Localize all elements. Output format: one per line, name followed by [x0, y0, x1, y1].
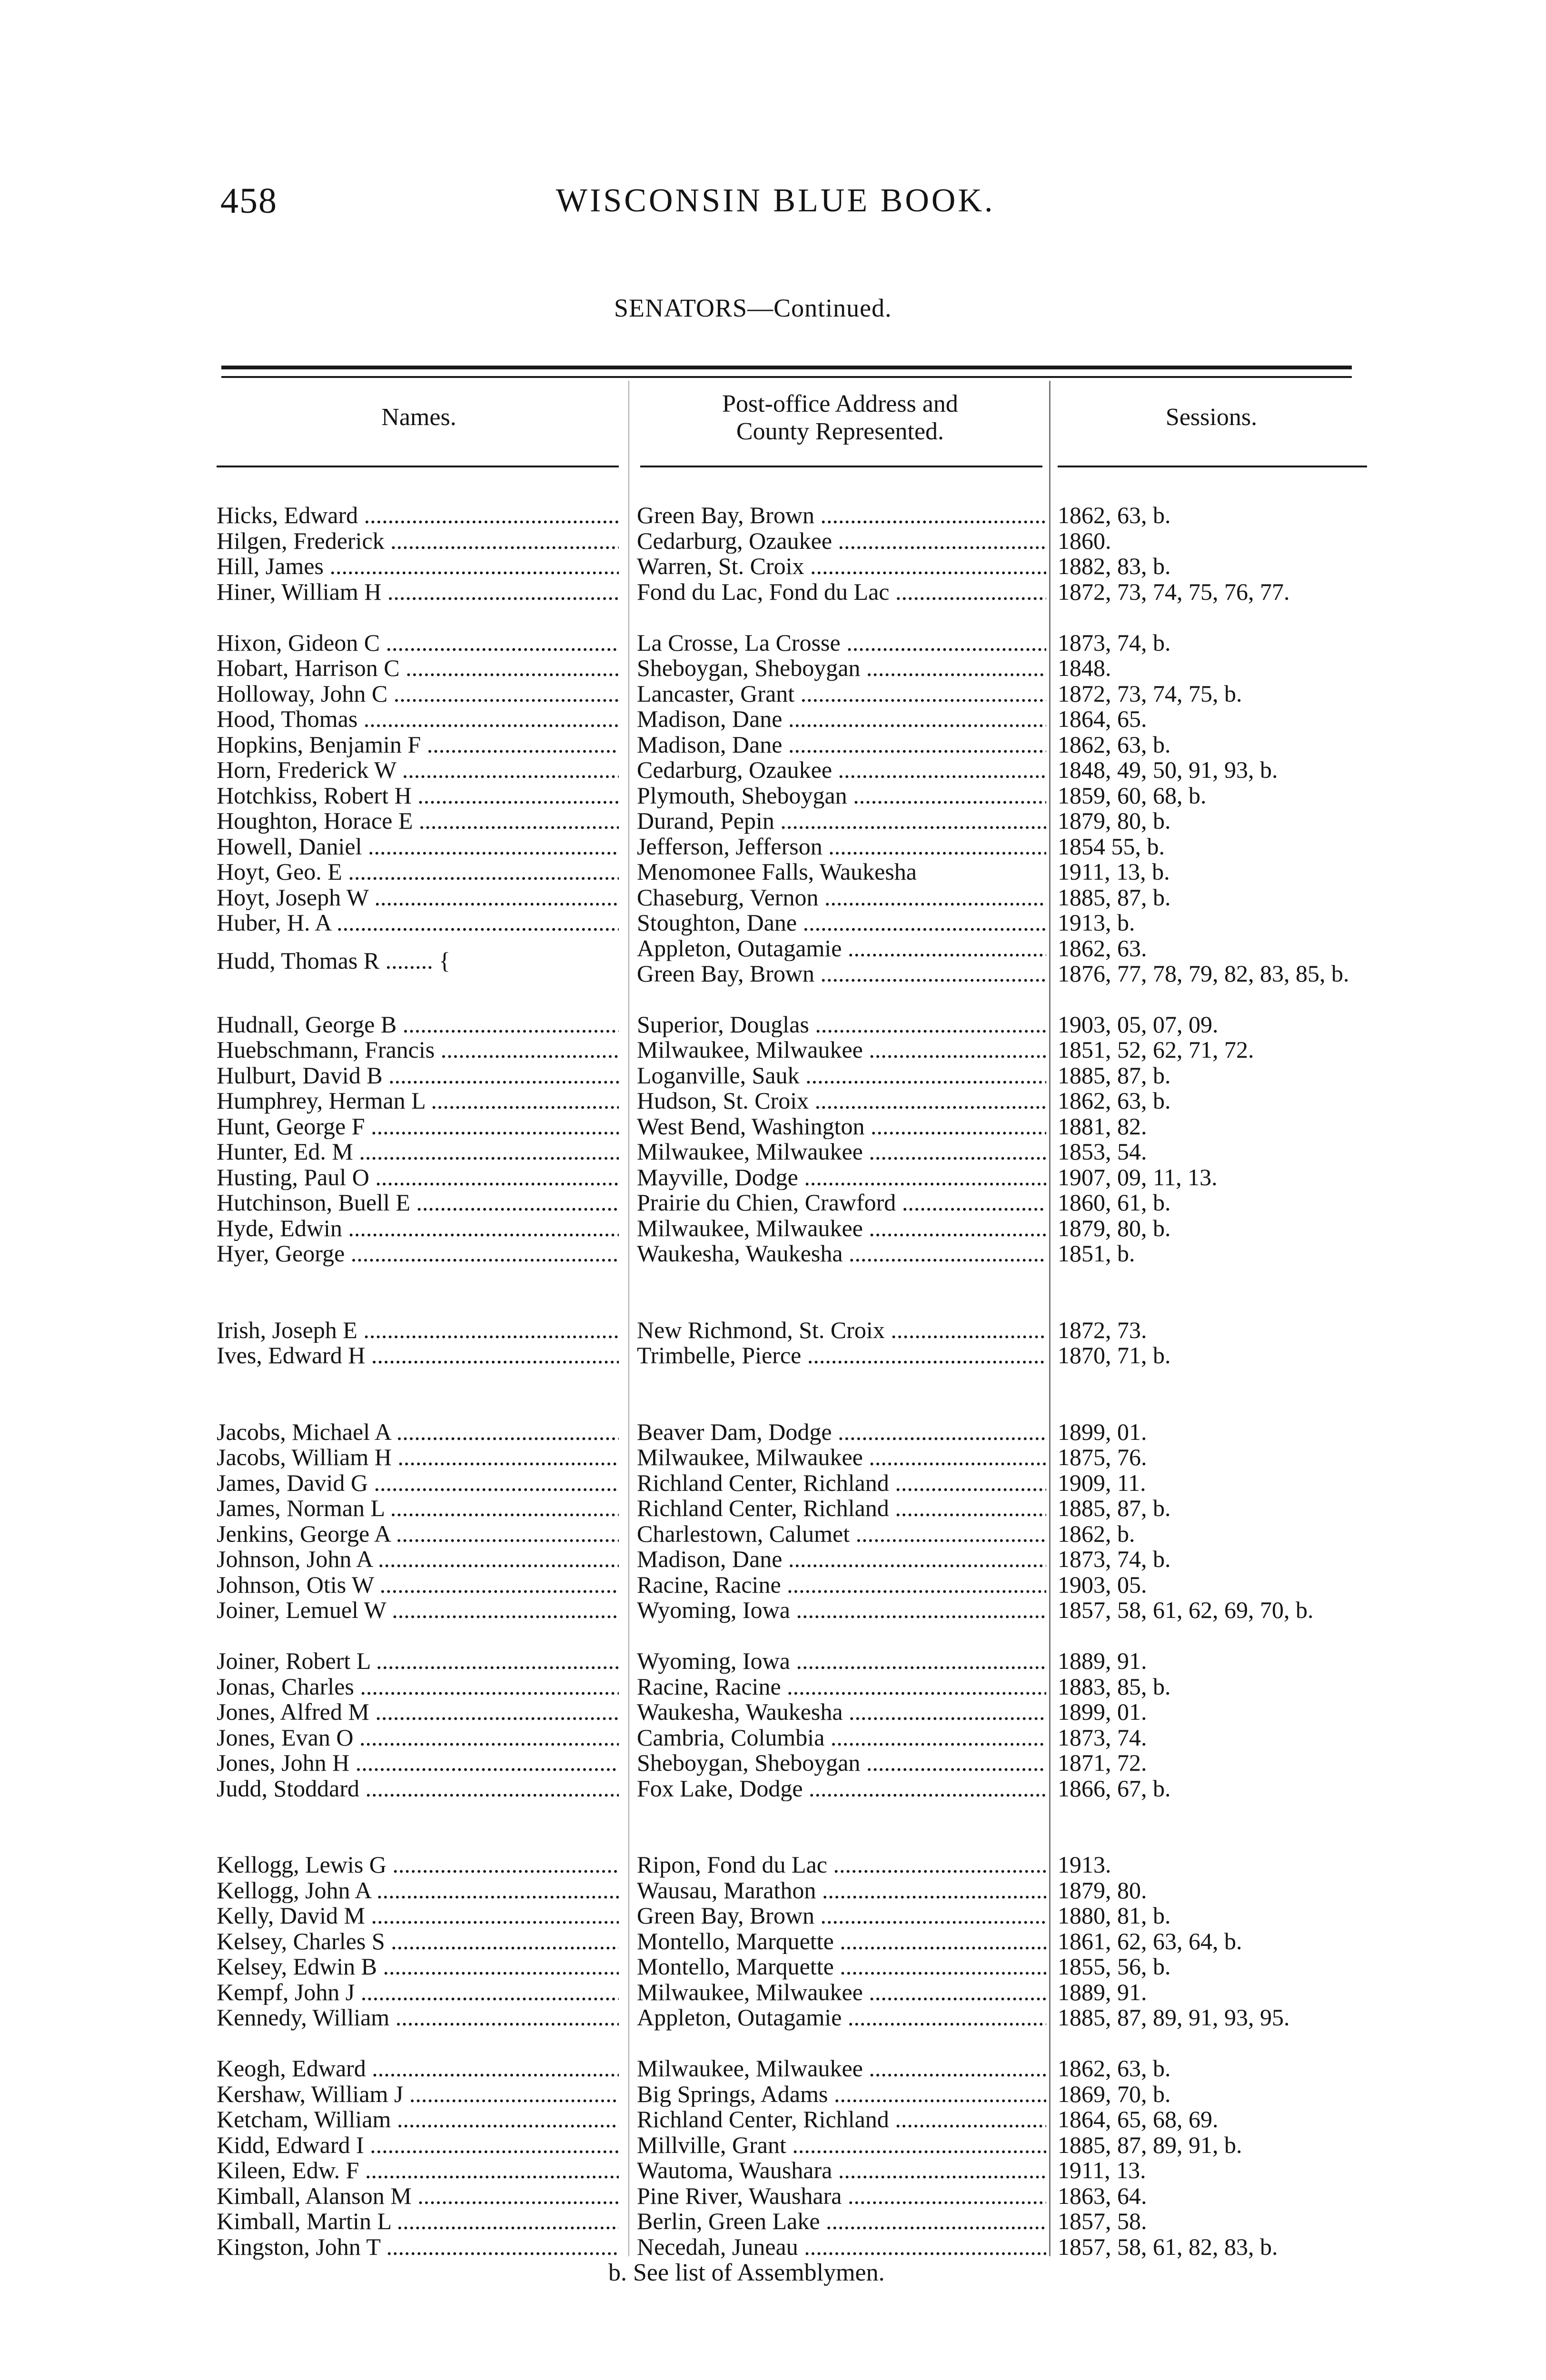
senator-name: James, David G ..... [217, 1470, 619, 1496]
table-row [0, 1165, 1546, 1190]
table-top-rule [221, 366, 1352, 369]
table-row [0, 1088, 1546, 1114]
senator-sessions: 1871, 72. [1058, 1750, 1147, 1776]
senator-address: Appleton, Outagamie ..... [637, 2005, 1046, 2031]
senator-address: Wausau, Marathon ..... [637, 1878, 1046, 1904]
senator-sessions: 1913. [1058, 1852, 1111, 1878]
senator-address: Ripon, Fond du Lac ..... [637, 1852, 1046, 1878]
table-row [0, 2234, 1546, 2260]
table-row [0, 859, 1546, 885]
senator-name: Houghton, Horace E ..... [217, 808, 619, 834]
table-row [0, 2056, 1546, 2082]
senator-address: Big Springs, Adams ..... [637, 2082, 1046, 2107]
senator-address: Milwaukee, Milwaukee ..... [637, 1445, 1046, 1470]
senator-address: Pine River, Waushara ..... [637, 2183, 1046, 2209]
senator-address: Madison, Dane ..... [637, 732, 1046, 758]
table-row [0, 1878, 1546, 1904]
senator-address: Wautoma, Waushara ..... [637, 2158, 1046, 2183]
senator-address: Superior, Douglas ..... [637, 1012, 1046, 1038]
senator-name: Hopkins, Benjamin F ..... [217, 732, 619, 758]
senator-name: Judd, Stoddard ..... [217, 1776, 619, 1802]
senator-address: West Bend, Washington ..... [637, 1114, 1046, 1140]
senator-name: Hill, James ..... [217, 554, 619, 579]
senator-sessions: 1913, b. [1058, 910, 1135, 936]
page-header [0, 177, 1546, 225]
senator-name: Hixon, Gideon C ..... [217, 630, 619, 656]
section-title: SENATORS—Continued. [614, 294, 892, 322]
senator-sessions: 1903, 05. [1058, 1572, 1147, 1597]
senator-sessions: 1909, 11. [1058, 1470, 1146, 1496]
table-row [0, 2209, 1546, 2234]
senator-name: Hoyt, Joseph W ..... [217, 885, 619, 911]
senator-name: Jonas, Charles ..... [217, 1674, 619, 1700]
senator-address: Mayville, Dodge ..... [637, 1165, 1046, 1190]
senator-address: Chaseburg, Vernon ..... [637, 885, 1046, 911]
senator-name: Howell, Daniel ..... [217, 834, 619, 860]
senator-address: Sheboygan, Sheboygan ..... [637, 1750, 1046, 1776]
senator-sessions: 1879, 80, b. [1058, 808, 1171, 834]
senator-address: Richland Center, Richland ..... [637, 1496, 1046, 1521]
table-row [0, 2107, 1546, 2132]
column-header-address [633, 390, 1047, 446]
senator-sessions: 1848, 49, 50, 91, 93, b. [1058, 757, 1278, 783]
table-row [0, 757, 1546, 783]
table-row [0, 936, 1546, 1012]
senator-address: Beaver Dam, Dodge ..... [637, 1419, 1046, 1445]
table-row [0, 910, 1546, 936]
senator-address: Wyoming, Iowa ..... [637, 1597, 1046, 1623]
senator-address: Cambria, Columbia ..... [637, 1725, 1046, 1751]
senator-address: Sheboygan, Sheboygan ..... [637, 655, 1046, 681]
table-row [0, 1725, 1546, 1751]
senator-sessions: 1889, 91. [1058, 1648, 1147, 1674]
senator-name: Kelsey, Charles S ..... [217, 1929, 619, 1954]
senator-sessions: 1885, 87, b. [1058, 884, 1171, 910]
senator-address: Necedah, Juneau ..... [637, 2234, 1046, 2260]
table-row [0, 1521, 1546, 1547]
table-row [0, 1190, 1546, 1216]
footnote: b. See list of Assemblymen. [608, 2259, 885, 2286]
table-row [0, 885, 1546, 911]
senator-address: Cedarburg, Ozaukee ..... [637, 757, 1046, 783]
senator-name: Jacobs, William H ..... [217, 1445, 619, 1470]
senator-sessions: 1862, 63, b. [1058, 503, 1171, 528]
section-gap [0, 1368, 1546, 1419]
header-underline-names [217, 466, 619, 467]
senator-address-2: Green Bay, Brown ..... [637, 961, 1046, 987]
table-row [0, 1318, 1546, 1343]
senator-sessions: 1857, 58. [1058, 2209, 1147, 2234]
senator-address: Richland Center, Richland ..... [637, 2107, 1046, 2132]
senator-name: Hilgen, Frederick ..... [217, 528, 619, 554]
table-row [0, 808, 1546, 834]
senator-address: Stoughton, Dane ..... [637, 910, 1046, 936]
senator-name: Kellogg, Lewis G ..... [217, 1852, 619, 1878]
senator-address: Warren, St. Croix ..... [637, 554, 1046, 579]
senator-sessions: 1861, 62, 63, 64, b. [1058, 1928, 1242, 1954]
table-row [0, 1343, 1546, 1368]
senator-address: Milwaukee, Milwaukee ..... [637, 1139, 1046, 1165]
senator-sessions: 1903, 05, 07, 09. [1058, 1012, 1219, 1037]
senator-address: Prairie du Chien, Crawford ..... [637, 1190, 1046, 1216]
table-row [0, 2005, 1546, 2056]
senator-address: Charlestown, Calumet ..... [637, 1521, 1046, 1547]
senator-name: Kennedy, William ..... [217, 2005, 619, 2031]
table-row [0, 1776, 1546, 1802]
senator-sessions: 1855, 56, b. [1058, 1954, 1171, 1980]
table-row [0, 1012, 1546, 1038]
senator-address: Montello, Marquette ..... [637, 1929, 1046, 1954]
senator-name: Hiner, William H ..... [217, 579, 619, 605]
table-row [0, 732, 1546, 758]
senator-name: Kimball, Martin L ..... [217, 2209, 619, 2234]
senator-name: Hudnall, George B ..... [217, 1012, 619, 1038]
senator-sessions: 1860. [1058, 528, 1111, 554]
column-header-address-line1: Post-office Address and [722, 390, 958, 417]
senator-address: Millville, Grant ..... [637, 2132, 1046, 2158]
senator-name: Hoyt, Geo. E ..... [217, 859, 619, 885]
senator-name: Jones, Alfred M ..... [217, 1699, 619, 1725]
table-row [0, 706, 1546, 732]
senator-name: Humphrey, Herman L ..... [217, 1088, 619, 1114]
senator-address: Fox Lake, Dodge ..... [637, 1776, 1046, 1802]
senator-sessions: 1857, 58, 61, 62, 69, 70, b. [1058, 1597, 1314, 1623]
table-row [0, 1114, 1546, 1140]
senator-sessions: 1907, 09, 11, 13. [1058, 1164, 1218, 1190]
table-row [0, 1699, 1546, 1725]
table-row [0, 1572, 1546, 1598]
senator-address: Racine, Racine ..... [637, 1674, 1046, 1700]
section-gap [0, 1267, 1546, 1318]
table-row [0, 1980, 1546, 2005]
table-row [0, 655, 1546, 681]
table-row [0, 1674, 1546, 1700]
senator-sessions: 1879, 80. [1058, 1877, 1147, 1903]
senator-address: Appleton, Outagamie ..... [637, 936, 1046, 962]
senator-address: New Richmond, St. Croix ..... [637, 1318, 1046, 1343]
column-header-address-line2: County Represented. [736, 418, 944, 445]
senator-address: Green Bay, Brown ..... [637, 503, 1046, 528]
senator-address: La Crosse, La Crosse ..... [637, 630, 1046, 656]
senator-sessions: 1873, 74. [1058, 1725, 1147, 1750]
senator-name: Hood, Thomas ..... [217, 706, 619, 732]
senator-address: Hudson, St. Croix ..... [637, 1088, 1046, 1114]
table-row [0, 2183, 1546, 2209]
table-row [0, 528, 1546, 554]
senator-name: Kershaw, William J ..... [217, 2082, 619, 2107]
table-row [0, 1929, 1546, 1954]
senator-sessions: 1854 55, b. [1058, 833, 1165, 859]
senator-name: Johnson, John A ..... [217, 1547, 619, 1572]
table-row [0, 503, 1546, 528]
senator-sessions: 1857, 58, 61, 82, 83, b. [1058, 2234, 1278, 2260]
senator-sessions: 1866, 67, b. [1058, 1775, 1171, 1801]
senator-name: Huber, H. A ..... [217, 910, 619, 936]
senator-address: Milwaukee, Milwaukee ..... [637, 1037, 1046, 1063]
senator-name: Hunt, George F ..... [217, 1114, 619, 1140]
table-row [0, 1419, 1546, 1445]
table-row [0, 2082, 1546, 2107]
senator-name: Ives, Edward H ..... [217, 1343, 619, 1368]
senator-name: Holloway, John C ..... [217, 681, 619, 707]
senator-name: Kelsey, Edwin B ..... [217, 1954, 619, 1980]
senator-address: Waukesha, Waukesha ..... [637, 1699, 1046, 1725]
senator-sessions: 1859, 60, 68, b. [1058, 783, 1207, 808]
senator-sessions: 1881, 82. [1058, 1113, 1147, 1139]
senator-name: Jones, Evan O ..... [217, 1725, 619, 1751]
senator-sessions: 1863, 64. [1058, 2183, 1147, 2209]
senator-address: Berlin, Green Lake ..... [637, 2209, 1046, 2234]
senator-name: James, Norman L ..... [217, 1496, 619, 1521]
senator-sessions: 1851, b. [1058, 1241, 1135, 1267]
table-row [0, 1750, 1546, 1776]
senator-name: Hutchinson, Buell E ..... [217, 1190, 619, 1216]
table-row [0, 1241, 1546, 1267]
section-gap [0, 1801, 1546, 1852]
senator-name: Hyde, Edwin ..... [217, 1216, 619, 1241]
senator-name: Joiner, Lemuel W ..... [217, 1597, 619, 1623]
table-row [0, 834, 1546, 860]
senator-address: Green Bay, Brown ..... [637, 1903, 1046, 1929]
senator-sessions: 1860, 61, b. [1058, 1190, 1171, 1216]
senator-sessions: 1879, 80, b. [1058, 1215, 1171, 1241]
table-row [0, 2158, 1546, 2183]
senator-name: Hotchkiss, Robert H ..... [217, 783, 619, 809]
senator-roster [0, 503, 1546, 2260]
senator-name: Jones, John H ..... [217, 1750, 619, 1776]
table-row [0, 1597, 1546, 1648]
senator-address: Montello, Marquette ..... [637, 1954, 1046, 1980]
senator-name: Kidd, Edward I ..... [217, 2132, 619, 2158]
senator-sessions: 1883, 85, b. [1058, 1674, 1171, 1699]
senator-name: Joiner, Robert L ..... [217, 1648, 619, 1674]
header-underline-sessions [1058, 466, 1367, 467]
senator-name: Husting, Paul O ..... [217, 1165, 619, 1190]
senator-name: Kileen, Edw. F ..... [217, 2158, 619, 2183]
table-row [0, 1852, 1546, 1878]
senator-address: Racine, Racine ..... [637, 1572, 1046, 1598]
senator-name: Kellogg, John A ..... [217, 1878, 619, 1904]
table-row [0, 1954, 1546, 1980]
table-row [0, 1216, 1546, 1241]
table-row [0, 579, 1546, 630]
senator-sessions: 1911, 13. [1058, 2158, 1146, 2183]
senator-address: Loganville, Sauk ..... [637, 1063, 1046, 1089]
senator-name: Irish, Joseph E ..... [217, 1318, 619, 1343]
senator-name: Johnson, Otis W ..... [217, 1572, 619, 1598]
senator-sessions: 1911, 13, b. [1058, 859, 1170, 885]
table-row [0, 1445, 1546, 1470]
table-row [0, 1063, 1546, 1089]
senator-sessions: 1882, 83, b. [1058, 554, 1171, 579]
table-row [0, 1139, 1546, 1165]
table-row [0, 681, 1546, 707]
senator-sessions: 1885, 87, b. [1058, 1496, 1171, 1521]
senator-sessions: 1873, 74, b. [1058, 1547, 1171, 1572]
senator-name: Jacobs, Michael A ..... [217, 1419, 619, 1445]
senator-sessions: 1848. [1058, 655, 1111, 681]
senator-sessions: 1851, 52, 62, 71, 72. [1058, 1037, 1254, 1063]
senator-address: Madison, Dane ..... [637, 706, 1046, 732]
senator-name: Hicks, Edward ..... [217, 503, 619, 528]
senator-address: Madison, Dane ..... [637, 1547, 1046, 1572]
senator-sessions: 1869, 70, b. [1058, 2081, 1171, 2107]
senator-name: Kelly, David M ..... [217, 1903, 619, 1929]
senator-sessions: 1899, 01. [1058, 1419, 1147, 1445]
senator-name: Kempf, John J ..... [217, 1980, 619, 2005]
senator-sessions: 1862, b. [1058, 1521, 1135, 1547]
table-row [0, 1648, 1546, 1674]
senator-address: Cedarburg, Ozaukee ..... [637, 528, 1046, 554]
senator-name: Huebschmann, Francis ..... [217, 1037, 619, 1063]
senator-address: Jefferson, Jefferson ..... [637, 834, 1046, 860]
senator-sessions: 1870, 71, b. [1058, 1343, 1171, 1368]
senator-sessions: 1872, 73, 74, 75, b. [1058, 681, 1242, 706]
table-row [0, 554, 1546, 579]
table-row [0, 783, 1546, 809]
senator-name: Ketcham, William ..... [217, 2107, 619, 2132]
senator-name: Hobart, Harrison C ..... [217, 655, 619, 681]
senator-sessions: 1864, 65. [1058, 706, 1147, 732]
senator-sessions: 1873, 74, b. [1058, 630, 1171, 655]
page-number: 458 [220, 181, 277, 221]
senator-sessions-2: 1876, 77, 78, 79, 82, 83, 85, b. [1058, 961, 1349, 987]
column-header-names: Names. [381, 404, 456, 431]
senator-address: Lancaster, Grant ..... [637, 681, 1046, 707]
senator-sessions: 1872, 73, 74, 75, 76, 77. [1058, 579, 1290, 605]
senator-address: Milwaukee, Milwaukee ..... [637, 2056, 1046, 2082]
table-row [0, 1547, 1546, 1572]
senator-sessions: 1862, 63, b. [1058, 1088, 1171, 1114]
table-row [0, 2132, 1546, 2158]
senator-name: Hunter, Ed. M ..... [217, 1139, 619, 1165]
table-top-rule-thin [221, 376, 1352, 378]
senator-name: Kimball, Alanson M ..... [217, 2183, 619, 2209]
senator-name: Hulburt, David B ..... [217, 1063, 619, 1089]
senator-sessions: 1885, 87, 89, 91, b. [1058, 2132, 1242, 2158]
senator-address: Milwaukee, Milwaukee ..... [637, 1216, 1046, 1241]
senator-address: Waukesha, Waukesha ..... [637, 1241, 1046, 1267]
senator-sessions: 1885, 87, b. [1058, 1062, 1171, 1088]
senator-sessions: 1885, 87, 89, 91, 93, 95. [1058, 2005, 1290, 2031]
senator-address: Menomonee Falls, Waukesha [637, 859, 917, 885]
table-row [0, 1037, 1546, 1063]
senator-address: Wyoming, Iowa ..... [637, 1648, 1046, 1674]
senator-name: Keogh, Edward ..... [217, 2056, 619, 2082]
senator-address: Fond du Lac, Fond du Lac ..... [637, 579, 1046, 605]
senator-address: Durand, Pepin ..... [637, 808, 1046, 834]
senator-sessions: 1875, 76. [1058, 1445, 1147, 1470]
senator-sessions: 1862, 63. [1058, 935, 1147, 961]
senator-sessions: 1880, 81, b. [1058, 1903, 1171, 1929]
senator-name: Kingston, John T ..... [217, 2234, 619, 2260]
table-row [0, 1903, 1546, 1929]
senator-sessions: 1853, 54. [1058, 1139, 1147, 1165]
book-title: WISCONSIN BLUE BOOK. [556, 182, 995, 219]
table-row [0, 630, 1546, 656]
header-underline-address [640, 466, 1042, 467]
senator-address: Trimbelle, Pierce ..... [637, 1343, 1046, 1368]
senator-address: Milwaukee, Milwaukee ..... [637, 1980, 1046, 2005]
table-row [0, 1470, 1546, 1496]
senator-sessions: 1864, 65, 68, 69. [1058, 2107, 1219, 2132]
senator-address: Plymouth, Sheboygan ..... [637, 783, 1046, 809]
senator-sessions: 1872, 73. [1058, 1317, 1147, 1343]
senator-sessions: 1862, 63, b. [1058, 732, 1171, 757]
senator-sessions: 1899, 01. [1058, 1699, 1147, 1725]
senator-name: Jenkins, George A ..... [217, 1521, 619, 1547]
senator-name: Hyer, George ..... [217, 1241, 619, 1267]
column-header-sessions: Sessions. [1165, 404, 1258, 431]
table-row [0, 1496, 1546, 1521]
senator-name: Hudd, Thomas R ........ { [217, 948, 451, 973]
senator-address: Richland Center, Richland ..... [637, 1470, 1046, 1496]
senator-name: Horn, Frederick W ..... [217, 757, 619, 783]
senator-sessions: 1889, 91. [1058, 1979, 1147, 2005]
senator-sessions: 1862, 63, b. [1058, 2056, 1171, 2082]
